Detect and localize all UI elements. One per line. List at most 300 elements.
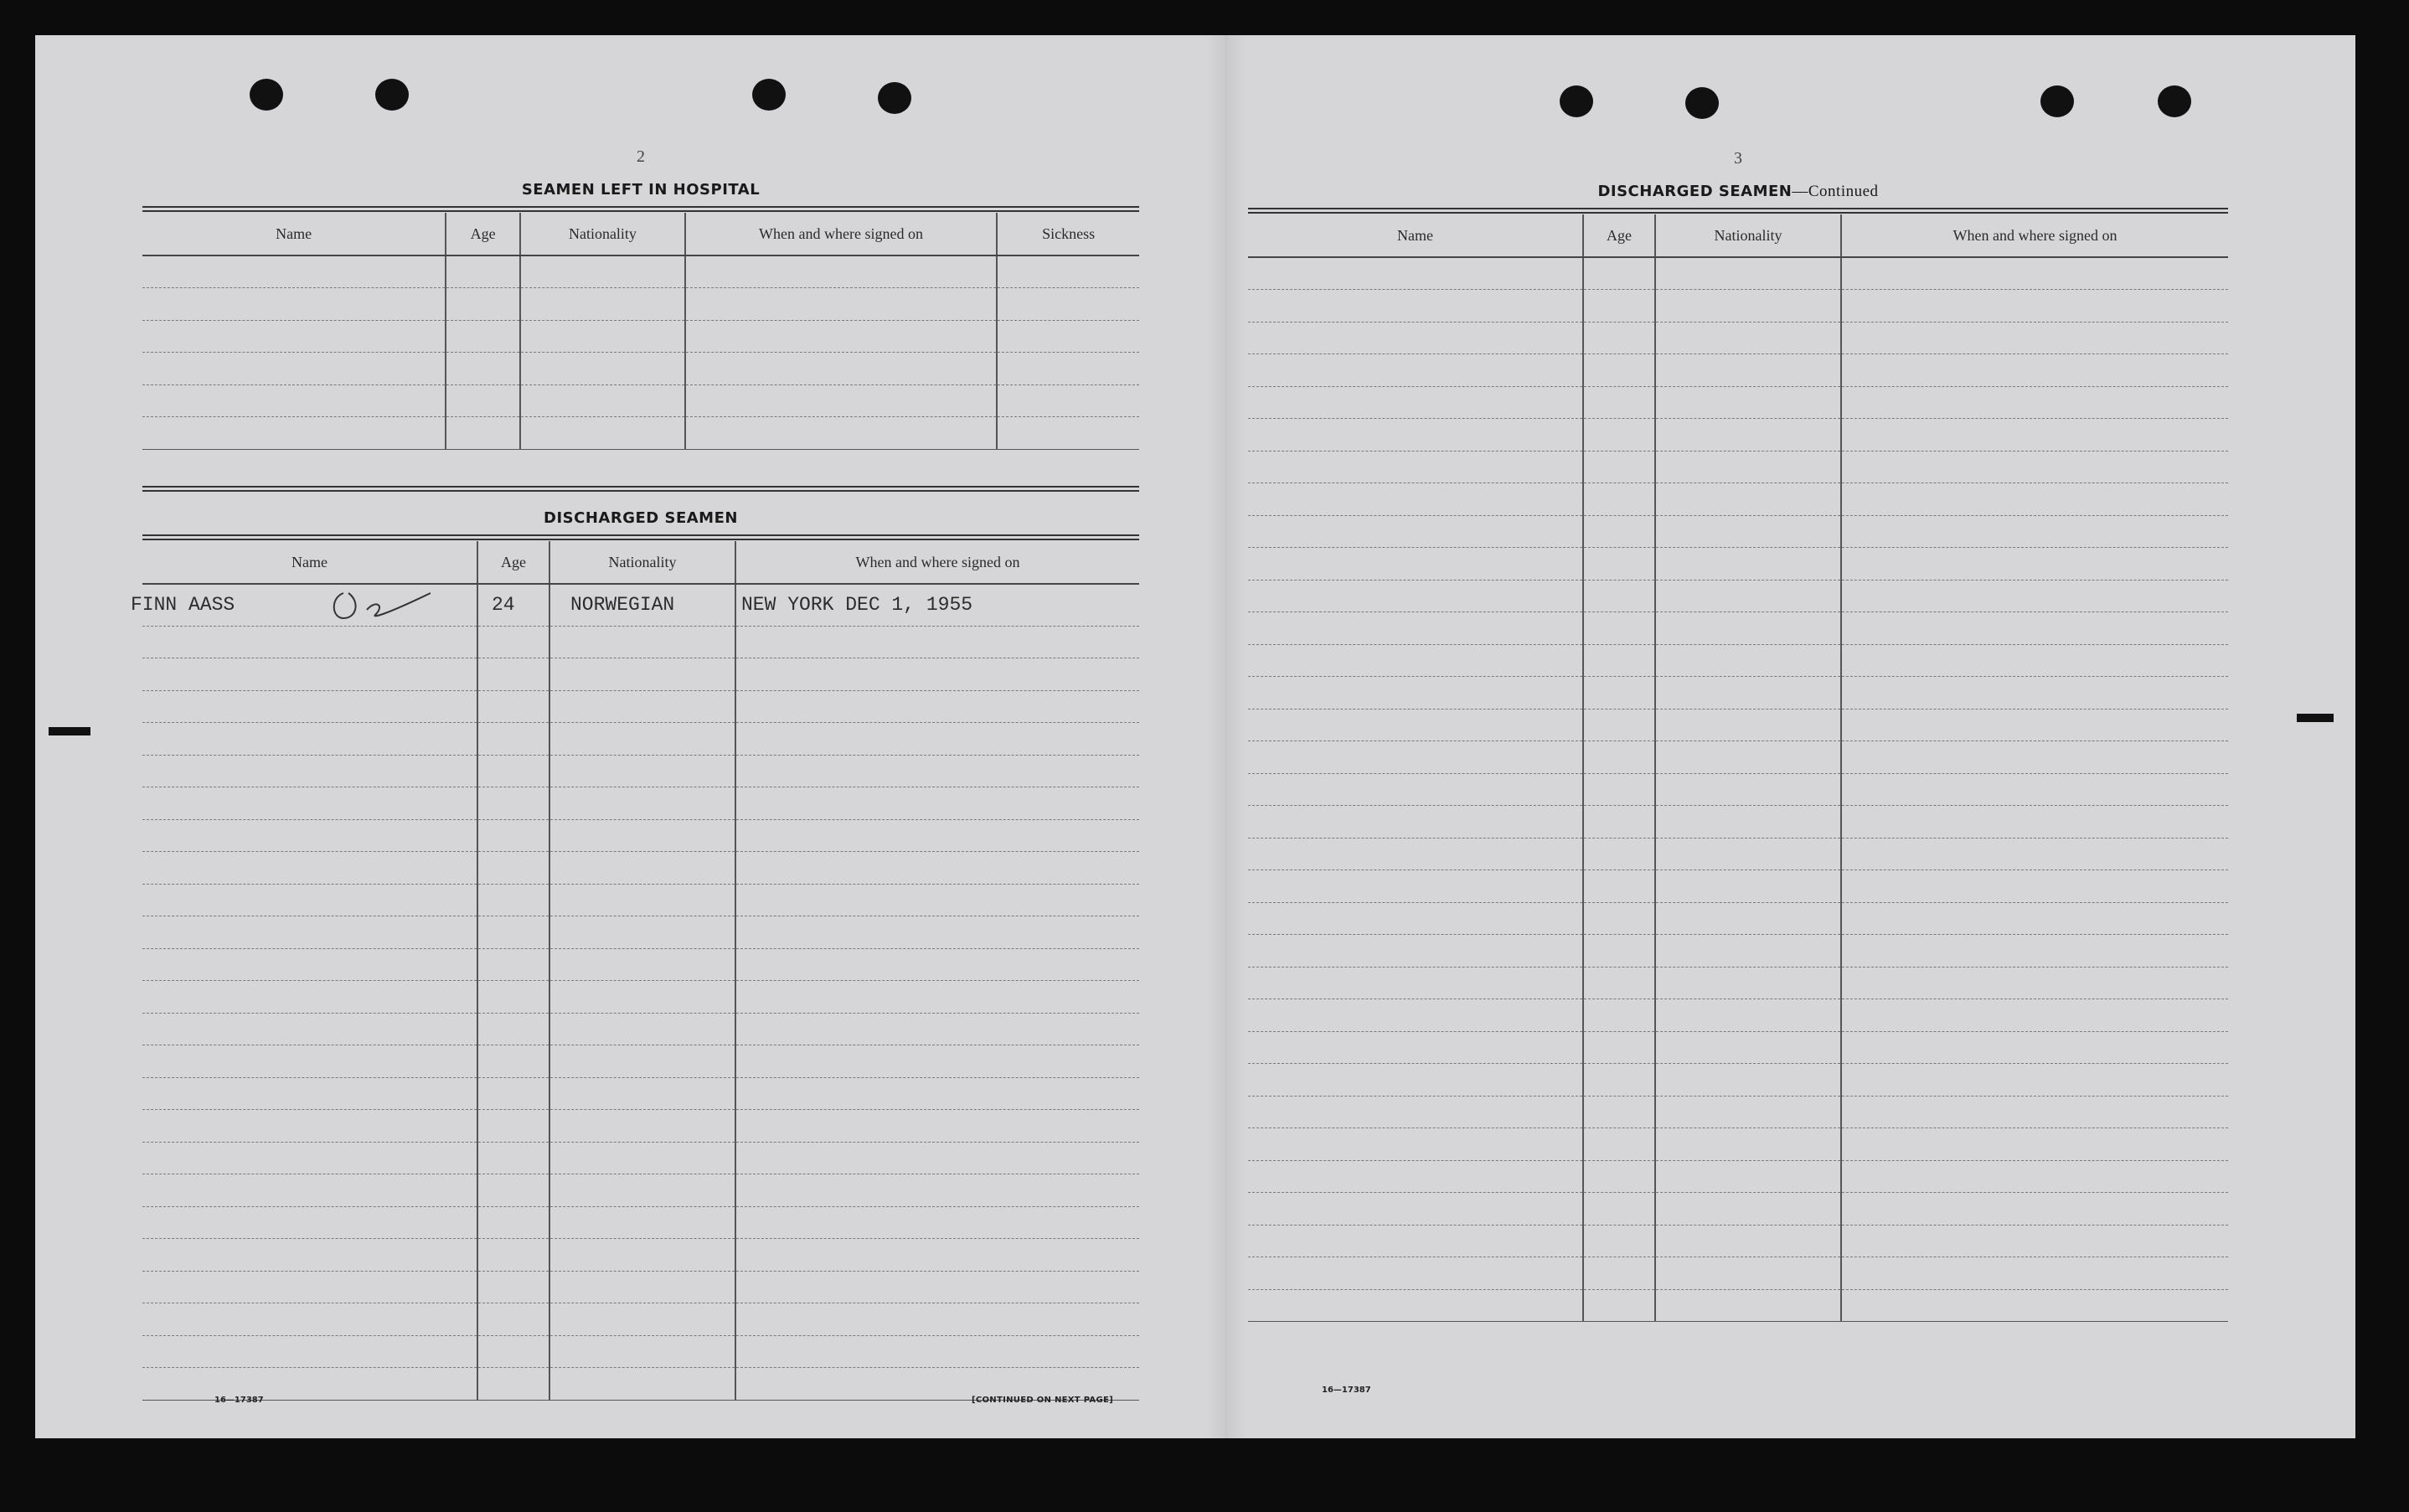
table-cell [142, 320, 446, 353]
table-row [142, 1303, 1139, 1336]
table-cell [477, 690, 549, 723]
table-cell [1248, 1160, 1583, 1193]
table-cell [1248, 999, 1583, 1032]
table-cell [446, 288, 520, 321]
page-number: 3 [1734, 149, 1742, 168]
table-row [142, 320, 1139, 353]
table-cell [685, 417, 998, 450]
table-cell [1583, 870, 1655, 903]
table-cell [549, 1303, 735, 1336]
table-cell [549, 1045, 735, 1078]
table-cell [1841, 1193, 2228, 1226]
left-page [131, 144, 1139, 1417]
table-row [1248, 806, 2228, 839]
table-cell [997, 288, 1139, 321]
table-row [142, 948, 1139, 981]
table-cell [520, 384, 685, 417]
table-row [142, 1335, 1139, 1368]
table-row [1248, 580, 2228, 612]
table-cell [549, 1239, 735, 1272]
table-cell [735, 723, 1139, 756]
table-header-row [142, 213, 1139, 255]
table-cell [142, 1271, 477, 1303]
table-cell [1248, 902, 1583, 935]
table-row [142, 1174, 1139, 1207]
table-cell [1655, 548, 1841, 581]
table-row [1248, 548, 2228, 581]
column-header: Name [142, 541, 477, 584]
table-row [1248, 1031, 2228, 1064]
table-cell [1655, 1225, 1841, 1257]
punch-hole [250, 79, 283, 111]
table-cell [1248, 580, 1583, 612]
table-cell [549, 819, 735, 852]
table-cell [142, 384, 446, 417]
table-cell [997, 417, 1139, 450]
seaman-signed-on: NEW YORK DEC 1, 1955 [735, 584, 1139, 626]
table-row [142, 658, 1139, 691]
table-cell [1583, 515, 1655, 548]
table-cell [1583, 1257, 1655, 1290]
table-row [1248, 354, 2228, 387]
table-cell [685, 353, 998, 385]
table-cell [1248, 935, 1583, 968]
table-cell [1583, 806, 1655, 839]
table-cell [1655, 257, 1841, 290]
table-cell [1841, 709, 2228, 741]
section-title-suffix: —Continued [1792, 183, 1879, 200]
table-row [142, 288, 1139, 321]
table-cell [1655, 386, 1841, 419]
table-cell [1841, 354, 2228, 387]
table-cell [1583, 1128, 1655, 1161]
table-cell [142, 1142, 477, 1174]
punch-hole [1685, 87, 1719, 119]
table-header-row [1248, 214, 2228, 257]
table-row [142, 1142, 1139, 1174]
table-cell [1248, 1031, 1583, 1064]
table-cell [477, 852, 549, 885]
table-cell [1841, 1160, 2228, 1193]
table-cell [997, 320, 1139, 353]
table-cell [477, 981, 549, 1014]
table-cell [1655, 1257, 1841, 1290]
table-cell [1841, 386, 2228, 419]
form-number: 16—17387 [1322, 1386, 1371, 1395]
punch-hole [878, 82, 911, 114]
table-cell [142, 1239, 477, 1272]
table-cell [1841, 580, 2228, 612]
hospital-table [142, 213, 1139, 450]
table-row [1248, 1096, 2228, 1128]
table-row [1248, 419, 2228, 452]
table-cell [735, 1271, 1139, 1303]
table-cell [735, 1110, 1139, 1143]
punch-hole [375, 79, 409, 111]
table-cell [477, 723, 549, 756]
table-cell [1583, 838, 1655, 870]
table-cell [477, 1077, 549, 1110]
table-cell [142, 981, 477, 1014]
table-cell [549, 916, 735, 949]
table-cell [520, 255, 685, 288]
table-row [1248, 386, 2228, 419]
discharged-table [131, 541, 1139, 1401]
table-cell [1583, 419, 1655, 452]
table-cell [1248, 806, 1583, 839]
table-cell [1583, 290, 1655, 323]
hospital-section-title: SEAMEN LEFT IN HOSPITAL [521, 181, 761, 199]
table-cell [735, 1142, 1139, 1174]
rule [142, 486, 1139, 492]
table-cell [1583, 1096, 1655, 1128]
table-row [1248, 515, 2228, 548]
center-fold [1206, 35, 1246, 1438]
table-cell [477, 1045, 549, 1078]
table-cell [1655, 677, 1841, 710]
document-sheet [35, 35, 2355, 1438]
table-cell [1583, 354, 1655, 387]
table-cell [1841, 548, 2228, 581]
table-row [1248, 451, 2228, 483]
table-cell [1655, 1064, 1841, 1097]
column-header: Name [1248, 214, 1583, 257]
table-cell [1248, 741, 1583, 774]
table-cell [685, 288, 998, 321]
table-cell [1655, 999, 1841, 1032]
table-row [142, 819, 1139, 852]
column-header: Sickness [997, 213, 1139, 255]
table-cell [549, 690, 735, 723]
table-cell [477, 1206, 549, 1239]
table-row [142, 884, 1139, 916]
table-cell [735, 626, 1139, 658]
table-row [1248, 677, 2228, 710]
table-cell [1583, 1064, 1655, 1097]
table-row [142, 353, 1139, 385]
table-cell [1248, 451, 1583, 483]
table-cell [1655, 1160, 1841, 1193]
table-cell [1655, 838, 1841, 870]
table-cell [1583, 967, 1655, 999]
table-cell [1841, 451, 2228, 483]
table-row [1248, 290, 2228, 323]
table-cell [1248, 354, 1583, 387]
table-cell [735, 948, 1139, 981]
table-cell [477, 1303, 549, 1336]
table-cell [1583, 644, 1655, 677]
table-cell [477, 1142, 549, 1174]
table-cell [1248, 644, 1583, 677]
table-row [142, 1045, 1139, 1078]
table-cell [1248, 709, 1583, 741]
table-cell [1583, 1193, 1655, 1226]
seaman-name [131, 584, 477, 626]
table-cell [142, 626, 477, 658]
table-cell [142, 1013, 477, 1045]
rule [142, 206, 1139, 212]
table-cell [735, 884, 1139, 916]
table-cell [1655, 354, 1841, 387]
table-cell [1248, 870, 1583, 903]
table-cell [685, 320, 998, 353]
table-cell [735, 690, 1139, 723]
table-cell [1841, 773, 2228, 806]
table-cell [735, 1303, 1139, 1336]
handwritten-mark-icon [327, 586, 436, 623]
column-header: When and where signed on [685, 213, 998, 255]
table-cell [1841, 483, 2228, 516]
table-cell [1583, 677, 1655, 710]
table-row [1248, 709, 2228, 741]
table-row [1248, 483, 2228, 516]
table-row [142, 981, 1139, 1014]
table-cell [477, 626, 549, 658]
table-cell [477, 1368, 549, 1401]
column-header: Nationality [549, 541, 735, 584]
table-cell [1248, 1225, 1583, 1257]
seaman-nationality: NORWEGIAN [549, 584, 735, 626]
table-row [1248, 773, 2228, 806]
table-cell [549, 1368, 735, 1401]
form-number: 16—17387 [214, 1396, 264, 1405]
table-cell [549, 755, 735, 787]
table-row [1248, 1193, 2228, 1226]
table-cell [1655, 709, 1841, 741]
table-row [142, 1013, 1139, 1045]
table-cell [1583, 1289, 1655, 1322]
table-cell [477, 1335, 549, 1368]
table-cell [1248, 1289, 1583, 1322]
table-cell [477, 819, 549, 852]
table-row [142, 916, 1139, 949]
discharged-continued-title [1248, 183, 2228, 201]
table-cell [1583, 1031, 1655, 1064]
table-cell [685, 384, 998, 417]
right-page [1248, 144, 2228, 1417]
table-cell [1248, 677, 1583, 710]
table-cell [1248, 1128, 1583, 1161]
table-cell [1583, 548, 1655, 581]
table-row [1248, 644, 2228, 677]
table-cell [1655, 806, 1841, 839]
table-cell [446, 417, 520, 450]
table-row [1248, 1160, 2228, 1193]
table-cell [1655, 1289, 1841, 1322]
table-cell [1655, 773, 1841, 806]
table-cell [735, 981, 1139, 1014]
table-cell [142, 1206, 477, 1239]
table-row [142, 1110, 1139, 1143]
table-cell [1841, 515, 2228, 548]
table-cell [1655, 515, 1841, 548]
table-cell [1248, 1064, 1583, 1097]
binding-tab [2297, 714, 2334, 722]
table-cell [1248, 515, 1583, 548]
table-row [142, 384, 1139, 417]
table-cell [1655, 741, 1841, 774]
table-cell [142, 417, 446, 450]
table-cell [549, 1013, 735, 1045]
table-cell [142, 1368, 477, 1401]
table-cell [1841, 1128, 2228, 1161]
column-header: Name [142, 213, 446, 255]
table-cell [142, 658, 477, 691]
table-cell [1841, 902, 2228, 935]
table-cell [1248, 322, 1583, 354]
table-row [142, 1271, 1139, 1303]
table-row [1248, 741, 2228, 774]
punch-hole [1560, 85, 1593, 117]
section-title-text: DISCHARGED SEAMEN [1597, 183, 1793, 200]
table-row [142, 787, 1139, 820]
table-cell [446, 320, 520, 353]
continued-note: [CONTINUED ON NEXT PAGE] [972, 1396, 1113, 1405]
table-row [1248, 967, 2228, 999]
table-cell [735, 1206, 1139, 1239]
table-row [142, 626, 1139, 658]
table-cell [1841, 870, 2228, 903]
table-cell [142, 288, 446, 321]
table-cell [549, 1077, 735, 1110]
seaman-name-text: FINN AASS [131, 594, 235, 617]
column-header: Age [1583, 214, 1655, 257]
column-header: Nationality [520, 213, 685, 255]
table-cell [142, 353, 446, 385]
column-header: When and where signed on [735, 541, 1139, 584]
table-cell [520, 417, 685, 450]
table-cell [142, 1335, 477, 1368]
table-cell [1583, 1160, 1655, 1193]
table-cell [1655, 902, 1841, 935]
column-header: Age [477, 541, 549, 584]
table-row [1248, 1128, 2228, 1161]
table-cell [142, 852, 477, 885]
table-cell [1841, 1225, 2228, 1257]
discharged-continued-table [1248, 214, 2228, 1322]
table-cell [549, 658, 735, 691]
table-cell [1248, 257, 1583, 290]
table-cell [997, 384, 1139, 417]
table-cell [549, 1142, 735, 1174]
table-header-row [142, 541, 1139, 584]
table-cell [477, 1110, 549, 1143]
table-cell [1583, 902, 1655, 935]
table-cell [1841, 999, 2228, 1032]
table-cell [1583, 483, 1655, 516]
binding-tab [49, 727, 90, 735]
table-cell [520, 353, 685, 385]
table-cell [477, 755, 549, 787]
table-cell [1248, 1257, 1583, 1290]
table-cell [735, 1174, 1139, 1207]
table-cell [1655, 580, 1841, 612]
table-cell [142, 1077, 477, 1110]
table-cell [1583, 257, 1655, 290]
table-cell [1841, 677, 2228, 710]
table-cell [735, 1013, 1139, 1045]
table-cell [549, 1110, 735, 1143]
table-cell [142, 1303, 477, 1336]
table-cell [1841, 1031, 2228, 1064]
table-cell [549, 852, 735, 885]
table-cell [477, 787, 549, 820]
table-cell [1583, 709, 1655, 741]
table-row [142, 255, 1139, 288]
table-row [142, 1077, 1139, 1110]
table-cell [1583, 999, 1655, 1032]
table-cell [1248, 612, 1583, 645]
table-cell [1248, 386, 1583, 419]
table-cell [477, 1239, 549, 1272]
table-row [142, 852, 1139, 885]
table-cell [1841, 1257, 2228, 1290]
table-cell [142, 690, 477, 723]
table-cell [142, 948, 477, 981]
table-cell [477, 948, 549, 981]
table-cell [1655, 870, 1841, 903]
table-cell [1841, 1064, 2228, 1097]
table-row [142, 690, 1139, 723]
table-cell [735, 852, 1139, 885]
table-cell [1655, 1031, 1841, 1064]
table-row [142, 417, 1139, 450]
table-cell [735, 819, 1139, 852]
seaman-age: 24 [477, 584, 549, 626]
table-cell [1583, 322, 1655, 354]
table-cell [549, 981, 735, 1014]
table-cell [477, 658, 549, 691]
table-cell [1583, 612, 1655, 645]
table-cell [1841, 1096, 2228, 1128]
table-cell [1583, 935, 1655, 968]
table-cell [142, 1110, 477, 1143]
column-header: Nationality [1655, 214, 1841, 257]
discharged-section-title: DISCHARGED SEAMEN [544, 509, 738, 527]
table-row [142, 755, 1139, 787]
table-cell [520, 320, 685, 353]
rule [142, 534, 1139, 540]
table-row [1248, 1257, 2228, 1290]
table-cell [549, 1206, 735, 1239]
table-cell [1655, 644, 1841, 677]
table-cell [1841, 806, 2228, 839]
table-row [1248, 257, 2228, 290]
table-cell [549, 787, 735, 820]
table-cell [549, 884, 735, 916]
table-cell [1655, 935, 1841, 968]
table-cell [1248, 967, 1583, 999]
rule [1248, 208, 2228, 214]
table-row [142, 723, 1139, 756]
table-cell [1248, 773, 1583, 806]
table-row [1248, 902, 2228, 935]
table-cell [1655, 967, 1841, 999]
table-cell [1248, 290, 1583, 323]
table-cell [1841, 1289, 2228, 1322]
table-cell [1248, 419, 1583, 452]
table-cell [1248, 838, 1583, 870]
table-row [1248, 1289, 2228, 1322]
table-cell [1655, 451, 1841, 483]
table-cell [735, 1045, 1139, 1078]
table-cell [735, 787, 1139, 820]
table-cell [1583, 451, 1655, 483]
table-cell [1841, 322, 2228, 354]
table-cell [1655, 612, 1841, 645]
table-cell [1841, 612, 2228, 645]
table-cell [142, 1174, 477, 1207]
